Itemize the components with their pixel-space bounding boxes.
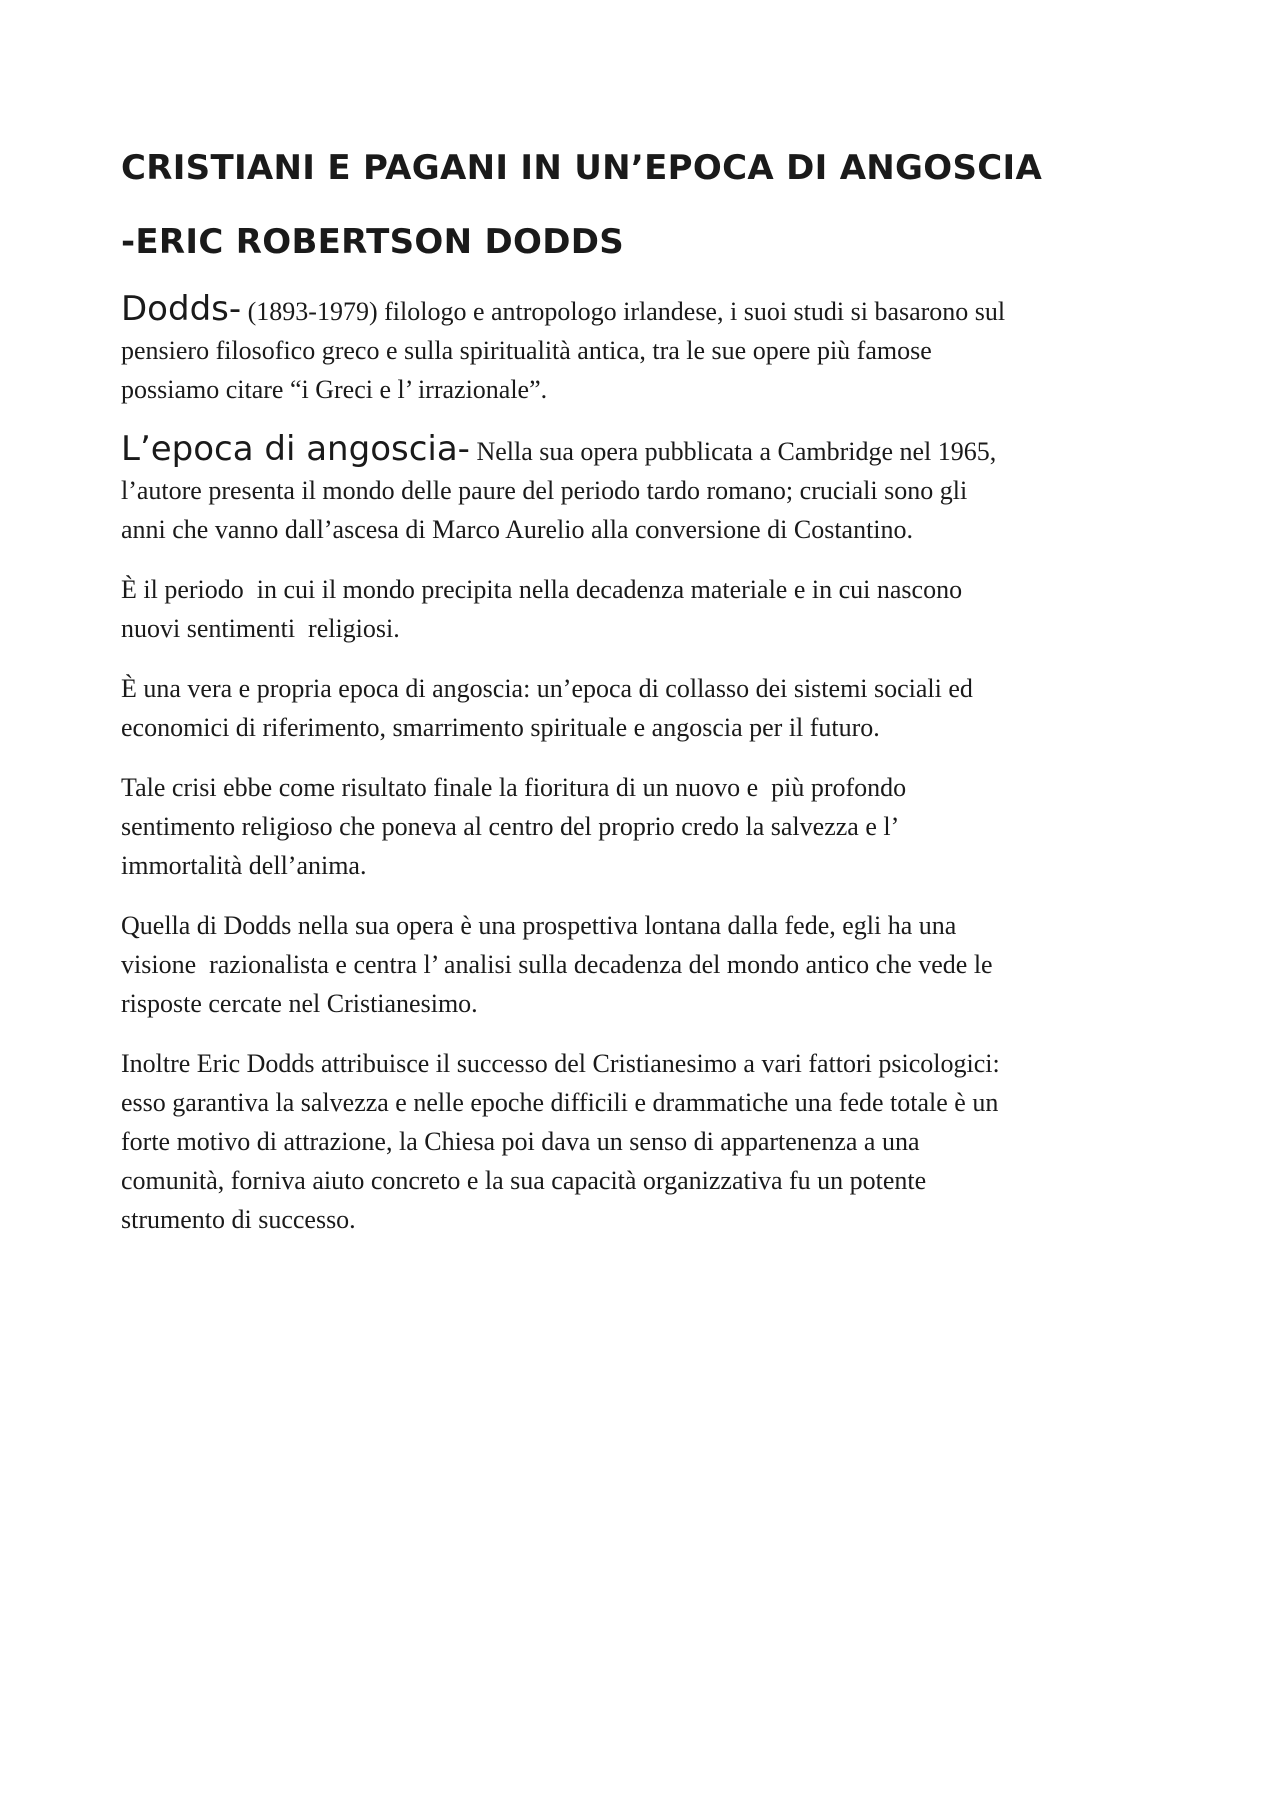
paragraph-angoscia: È una vera e propria epoca di angoscia: un’epoca di collasso dei sistemi sociali ed economici di riferimento, smarrimento spirituale e angoscia per il futuro.: [121, 674, 973, 742]
paragraph-crisi: Tale crisi ebbe come risultato finale la fioritura di un nuovo e più profondo sentimento religioso che poneva al centro del proprio credo la salvezza e l’ immortalità dell’anima.: [121, 773, 907, 880]
section-text-dodds: (1893-1979) filologo e antropologo irlandese, i suoi studi si basarono sul pensiero filosofico greco e sulla spiritualità antica, tra le sue opere più famose possiamo citare “i Greci e l’ irrazionale”.: [121, 297, 1006, 404]
paragraph-prospettiva: Quella di Dodds nella sua opera è una prospettiva lontana dalla fede, egli ha una visione razionalista e centra l’ analisi sulla decadenza del mondo antico che vede le risposte cercate nel Cristianesimo.: [121, 911, 993, 1018]
paragraph-periodo: È il periodo in cui il mondo precipita nella decadenza materiale e in cui nascono nuovi sentimenti religiosi.: [121, 575, 963, 643]
section-epoca: [121, 430, 1171, 549]
section-heading-dodds: Dodds-: [121, 289, 242, 329]
section-text-epoca: Nella sua opera pubblicata a Cambridge nel 1965, l’autore presenta il mondo delle paure del periodo tardo romano; cruciali sono gli anni che vanno dall’ascesa di Marco Aurelio alla conversione di Costantino.: [121, 437, 997, 544]
section-heading-epoca: L’epoca di angoscia-: [121, 429, 470, 469]
section-dodds: [121, 290, 1171, 409]
document-body: [121, 148, 1171, 1260]
document-title: CRISTIANI E PAGANI IN UN’EPOCA DI ANGOSCIA: [121, 148, 1043, 188]
paragraph-successo: Inoltre Eric Dodds attribuisce il successo del Cristianesimo a vari fattori psicologici: esso garantiva la salvezza e nelle epoche difficili e drammatiche una fede totale è un forte motivo di attrazione, la Chiesa poi dava un senso di appartenenza a una comunità, forniva aiuto concreto e la sua capacità organizzativa fu un potente strumento di successo.: [121, 1049, 1000, 1234]
document-author: -ERIC ROBERTSON DODDS: [121, 222, 625, 262]
